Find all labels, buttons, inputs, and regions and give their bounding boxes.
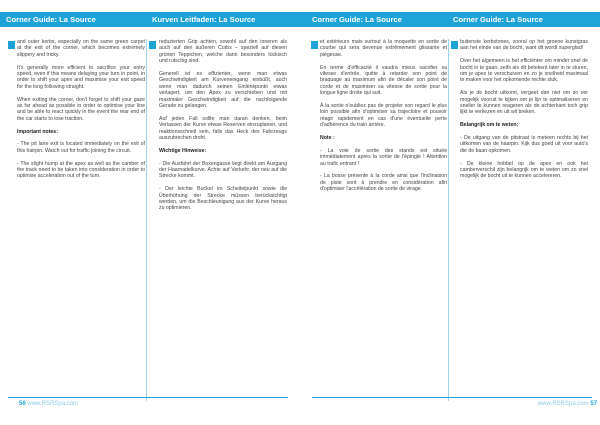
header-title-dutch: Corner Guide: La Source [453, 15, 543, 24]
header-bar [0, 12, 600, 27]
footer-rule-left [8, 397, 288, 398]
paragraph: - Der leichte Buckel im Scheitelpunkt sowie die Überhöhung der Strecke müssen berücksichtigt werden, um die Beschleunigung aus der Kurve heraus zu optimieren. [159, 186, 287, 212]
paragraph: Als je de bocht uitkomt, vergeet dan niet om zo ver mogelijk vooruit te kijken om je lijn te optimaliseren en sneller te kunnen reageren als de achterkant toch grip lijkt te verliezen en uit wil breken. [460, 90, 588, 116]
paragraph: reduzierten Grip achten, sowohl auf den inneren als auch auf den äußeren Curbs – speziell auf diesen grünen Teppichen, welche dann besonders tückisch und rutschig sind. [159, 39, 287, 65]
paragraph: - La voie de sortie des stands est située immédiatement après la sortie de l'épingle ! Attention au trafic entrant ! [320, 147, 447, 167]
page-number-left: 56 [19, 401, 26, 407]
paragraph: - De uitgang van de pitstraat is meteen rechts bij het uitkomen van de haarpin. Kijk dus goed uit voor auto's die de baan opkomen. [460, 135, 588, 154]
paragraph: - La bosse présente à la corde ainsi que l'inclinaison de piste sont à prendre en considération afin d'optimiser l'accélération de sortie de virage. [320, 173, 447, 193]
paragraph: Over het algemeen is het efficiënter om minder snel de bocht in te gaan, zelfs als dit betekent later in te sturen, om je apex te verschuiven en zo je snelheid maximaal te maken voor het opkomende rechte stuk. [460, 58, 588, 84]
german-column [159, 39, 287, 218]
header-title-english: Corner Guide: La Source [6, 15, 96, 24]
english-column [17, 39, 145, 186]
paragraph: - Die Ausfahrt der Boxengasse liegt direkt am Ausgang der Haarnadelkurve. Achte auf Verkehr, der neu auf die Strecke kommt. [159, 160, 287, 180]
header-title-french: Corner Guide: La Source [312, 15, 402, 24]
column-divider [448, 39, 449, 401]
footer-right [538, 401, 597, 407]
paragraph: buitenste kerbstones, vooral op het groene kunstgras aan het einde van de bocht, want dit wordt superglad! [460, 39, 588, 52]
paragraph: - De kleine hobbel op de apex en ook het camberverschil zijn belangrijk om te weten om zo snel mogelijk de bocht uit te kunnen accelereren. [460, 160, 588, 180]
france-flag-icon [311, 41, 318, 49]
column-divider [146, 39, 147, 401]
paragraph: - The pit lane exit is located immediately on the exit of this hairpin. Watch out for traffic joining the circuit. [17, 141, 145, 154]
footer-rule-right [312, 397, 592, 398]
paragraph: When exiting the corner, don't forget to shift your gaze as far ahead as possible in order to optimise your line and be able to react quickly in the event the rear end of the car starts to lose traction. [17, 96, 145, 122]
paragraph: À la sortie n'oubliez pas de projeter son regard le plus loin possible afin d'optimiser sa trajectoire et pouvoir réagir rapidement en cas d'une éventuelle perte d'adhérence du train arrière. [320, 103, 447, 129]
notes-heading: Belangrijk om te weten; [460, 122, 519, 129]
notes-heading: Wichtige Hinweise: [159, 147, 207, 154]
paragraph: Generell ist es effizienter, wenn man etwas Geschwindigkeit am Kurveneingang einbüßt, auch wenn man dadurch seinen Einlenkpunkt etwas verlagert, um den Apex zu verschieben und mit maximaler Geschwindigkeit auf die nachfolgende Gerade zu gelangen. [159, 71, 287, 110]
website-link-right[interactable]: www.RSRSpa.com [538, 401, 589, 407]
paragraph: et extérieurs mais surtout à la moquette en sortie de courbe qui sera devenue extrêmement glissante et piégeuse. [320, 39, 447, 58]
notes-heading: Note : [320, 135, 335, 142]
page-number-right: 57 [590, 401, 598, 407]
germany-flag-icon [149, 41, 156, 49]
paragraph: - The slight hump at the apex as well as the camber of the track need to be taken into consideration in order to optimise acceleration out of the turn. [17, 160, 145, 180]
paragraph: It's generally more efficient to sacrifice your entry speed, even if this means delaying your turn in point, in order to shift your apex and maximise your exit speed for the long following straight. [17, 64, 145, 90]
paragraph: and outer kerbs, especially on the same green carpet at the exit of the corner, which becomes extremely slippery and tricky. [17, 39, 145, 58]
netherlands-flag-icon [451, 41, 458, 49]
notes-heading: Important notes: [17, 128, 58, 135]
header-title-german: Kurven Leitfaden: La Source [152, 15, 256, 24]
dutch-column [460, 39, 588, 186]
paragraph: Auf jeden Fall sollte man daran denken, beim Verlassen der Kurve etwas Reserven einzuplanen, und reaktionsschnell sein, falls das Heck des Fahrzeugs auszubrechen droht. [159, 115, 287, 142]
french-column [320, 39, 447, 199]
website-link-left[interactable]: www.RSRSpa.com [27, 401, 79, 407]
paragraph: En terme d'efficacité il vaudra mieux sacrifier sa vitesse d'entrée, quitte à retarder son point de braquage au maximum afin de décaler son point de corde et de maximiser sa vitesse de sortie pour la longue ligne droite qui suit. [320, 64, 447, 97]
footer-left [19, 401, 78, 407]
uk-flag-icon [8, 41, 15, 49]
